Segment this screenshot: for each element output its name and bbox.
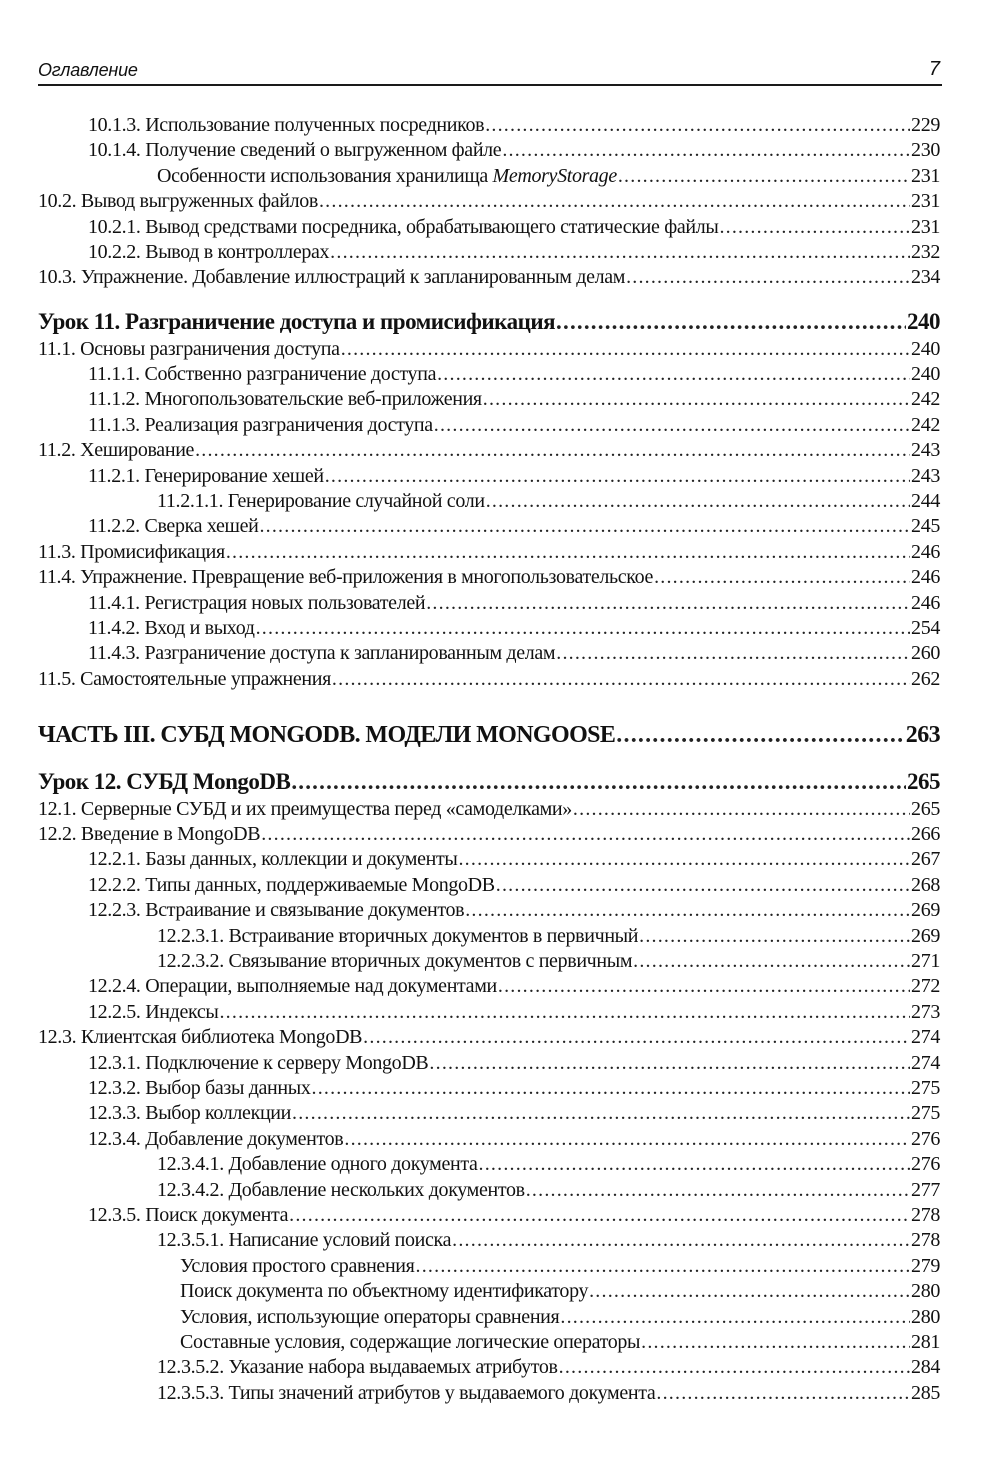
toc-entry-title: 10.1.4. Получение сведений о выгруженном файле xyxy=(88,139,502,162)
toc-entry xyxy=(157,1381,940,1405)
toc-entry-title-italic: MemoryStorage xyxy=(492,164,617,187)
toc-entry-page: 262 xyxy=(911,667,940,690)
toc-entry-page: 275 xyxy=(911,1076,940,1099)
toc-entry-page: 245 xyxy=(911,515,940,538)
dot-leader xyxy=(219,1000,910,1024)
toc-entry xyxy=(180,1279,940,1303)
toc-entry-title: 11.4.2. Вход и выход xyxy=(88,616,255,639)
toc-entry-title: 11.1.3. Реализация разграничения доступа xyxy=(88,413,433,436)
toc-entry-title: 11.5. Самостоятельные упражнения xyxy=(38,667,331,690)
toc-entry-page: 267 xyxy=(911,848,940,871)
toc-entry xyxy=(88,215,940,239)
toc-entry-page: 240 xyxy=(907,309,940,334)
dot-leader xyxy=(498,974,910,998)
dot-leader xyxy=(195,438,910,462)
toc-lesson-heading xyxy=(38,770,940,794)
dot-leader xyxy=(483,387,910,411)
dot-leader xyxy=(330,240,910,264)
toc-entry xyxy=(157,949,940,973)
dot-leader xyxy=(312,1076,911,1100)
toc-entry xyxy=(88,898,940,922)
toc-entry-title: 11.4.3. Разграничение доступа к запланированным делам xyxy=(88,642,556,665)
dot-leader xyxy=(292,1101,910,1125)
toc-entry-page: 285 xyxy=(911,1381,940,1404)
dot-leader xyxy=(479,1152,911,1176)
toc-entry-title: Особенности использования хранилища MemoryStorage xyxy=(157,164,617,187)
dot-leader xyxy=(573,797,910,821)
toc-entry xyxy=(88,514,940,538)
toc-entry-title: 11.2.1.1. Генерирование случайной соли xyxy=(157,489,485,512)
dot-leader xyxy=(363,1025,910,1049)
toc-entry xyxy=(88,1203,940,1227)
toc-entry-title: 11.2. Хеширование xyxy=(38,439,195,462)
toc-entry xyxy=(88,1101,940,1125)
toc-entry-page: 240 xyxy=(911,362,940,385)
toc-entry-title: 12.2.2. Типы данных, поддерживаемые MongoDB xyxy=(88,873,495,896)
running-header xyxy=(38,58,942,86)
toc-entry-page: 234 xyxy=(911,266,940,289)
toc-entry-title: 11.2.2. Сверка хешей xyxy=(88,515,259,538)
toc-entry xyxy=(38,189,940,213)
toc-entry-title: 11.2.1. Генерирование хешей xyxy=(88,464,324,487)
toc-entry-title: 12.1. Серверные СУБД и их преимущества перед «самоделками» xyxy=(38,797,572,820)
toc-entry xyxy=(88,138,940,162)
toc-entry-page: 232 xyxy=(911,241,940,263)
dot-leader xyxy=(654,565,910,589)
toc-entry-page: 246 xyxy=(911,566,940,589)
toc-entry xyxy=(157,1355,940,1379)
dot-leader xyxy=(559,1355,910,1379)
dot-leader xyxy=(626,265,910,289)
toc-entry xyxy=(88,873,940,897)
toc-entry-title: Условия, использующие операторы сравнения xyxy=(180,1305,560,1328)
dot-leader xyxy=(616,723,905,747)
toc-entry-title: 11.1.1. Собственно разграничение доступа xyxy=(88,362,437,385)
toc-entry xyxy=(88,1076,940,1100)
dot-leader xyxy=(618,164,910,188)
toc-entry-page: 230 xyxy=(911,139,940,162)
toc-entry xyxy=(157,164,940,188)
toc-entry-title: 12.2.3.2. Связывание вторичных документов с первичным xyxy=(157,949,633,972)
toc-entry xyxy=(38,438,940,462)
dot-leader xyxy=(639,924,910,948)
dot-leader xyxy=(656,1381,910,1405)
toc-part-heading xyxy=(38,723,940,747)
toc-entry xyxy=(38,337,940,361)
toc-entry-page: 266 xyxy=(911,822,940,845)
dot-leader xyxy=(560,1305,910,1329)
toc-entry-page: 271 xyxy=(911,949,940,972)
toc-entry-page: 242 xyxy=(911,388,940,411)
toc-entry xyxy=(157,1178,940,1202)
toc-entry xyxy=(88,591,940,615)
dot-leader xyxy=(496,873,910,897)
toc-entry xyxy=(38,822,940,846)
dot-leader xyxy=(434,413,910,437)
toc-entry-title: Поиск документа по объектному идентификатору xyxy=(180,1280,589,1303)
toc-entry xyxy=(38,540,940,564)
toc-entry xyxy=(88,1000,940,1024)
toc-entry xyxy=(157,1152,940,1176)
toc-entry-page: 254 xyxy=(911,616,940,639)
toc-entry-page: 243 xyxy=(911,439,940,462)
dot-leader xyxy=(429,1051,910,1075)
page-number: 7 xyxy=(928,58,940,80)
toc-entry-page: 240 xyxy=(911,337,940,360)
toc-entry-title: 12.3.4.1. Добавление одного документа xyxy=(157,1153,478,1176)
toc-entry xyxy=(88,974,940,998)
toc-entry xyxy=(180,1305,940,1329)
toc-entry-page: 277 xyxy=(911,1178,940,1201)
toc-entry-page: 272 xyxy=(911,975,940,998)
dot-leader xyxy=(719,215,910,239)
toc-entry-page: 231 xyxy=(911,164,940,187)
toc-entry-title: Урок 11. Разграничение доступа и промисификация xyxy=(38,309,556,334)
dot-leader xyxy=(291,770,906,794)
toc-entry-page: 260 xyxy=(911,642,940,665)
toc-entry-page: 279 xyxy=(911,1254,940,1277)
toc-entry-title: 11.3. Промисификация xyxy=(38,540,225,563)
toc-entry-title: 11.1. Основы разграничения доступа xyxy=(38,337,340,360)
toc-entry xyxy=(157,489,940,513)
toc-entry-page: 242 xyxy=(911,413,940,436)
dot-leader xyxy=(458,847,910,871)
toc-entry-page: 280 xyxy=(911,1280,940,1303)
toc-entry xyxy=(88,113,940,137)
toc-entry xyxy=(157,924,940,948)
dot-leader xyxy=(289,1203,910,1227)
toc-entry-title: 12.2.5. Индексы xyxy=(88,1000,219,1023)
dot-leader xyxy=(437,362,910,386)
dot-leader xyxy=(589,1279,910,1303)
toc-entry-title: 10.1.3. Использование полученных посредников xyxy=(88,114,485,136)
toc-entry xyxy=(88,847,940,871)
toc-entry-page: 276 xyxy=(911,1127,940,1150)
toc-entry-page: 246 xyxy=(911,540,940,563)
dot-leader xyxy=(341,337,910,361)
toc-entry-title: 12.3.4.2. Добавление нескольких документов xyxy=(157,1178,525,1201)
toc-entry xyxy=(38,797,940,821)
toc-entry-title: 10.3. Упражнение. Добавление иллюстраций к запланированным делам xyxy=(38,266,626,289)
toc-entry-page: 274 xyxy=(911,1051,940,1074)
toc-entry-title: 12.3.5.1. Написание условий поиска xyxy=(157,1229,452,1252)
dot-leader xyxy=(485,113,910,137)
dot-leader xyxy=(641,1330,910,1354)
toc-entry-page: 231 xyxy=(911,190,940,213)
dot-leader xyxy=(465,898,910,922)
toc-entry-title: ЧАСТЬ III. СУБД MONGODB. МОДЕЛИ MONGOOSE xyxy=(38,722,616,748)
toc-entry-page: 265 xyxy=(907,769,940,794)
toc-entry-page: 243 xyxy=(911,464,940,487)
toc-entry xyxy=(157,1228,940,1252)
toc-entry-title: 11.4.1. Регистрация новых пользователей xyxy=(88,591,426,614)
toc-entry-page: 268 xyxy=(911,873,940,896)
toc-entry xyxy=(88,1127,940,1151)
dot-leader xyxy=(344,1127,910,1151)
dot-leader xyxy=(633,949,910,973)
dot-leader xyxy=(226,540,910,564)
toc-entry-page: 281 xyxy=(911,1330,940,1353)
toc-entry-title: 12.3.4. Добавление документов xyxy=(88,1127,344,1150)
toc-entry xyxy=(88,464,940,488)
toc-entry-title: 12.2.1. Базы данных, коллекции и документы xyxy=(88,848,458,871)
toc-entry xyxy=(180,1330,940,1354)
toc-entry-title: 12.2.3. Встраивание и связывание документов xyxy=(88,899,465,922)
dot-leader xyxy=(556,310,906,334)
toc-entry-page: 231 xyxy=(911,215,940,238)
toc-entry-page: 276 xyxy=(911,1153,940,1176)
toc-entry-title: 12.3.3. Выбор коллекции xyxy=(88,1102,292,1125)
toc-entry-title: 12.3.2. Выбор базы данных xyxy=(88,1076,311,1099)
toc-entry-page: 280 xyxy=(911,1305,940,1328)
toc-entry-title: 12.3.5.2. Указание набора выдаваемых атрибутов xyxy=(157,1356,558,1379)
toc-entry-title: 12.2. Введение в MongoDB xyxy=(38,822,261,845)
dot-leader xyxy=(332,667,910,691)
toc-entry-title: Условия простого сравнения xyxy=(180,1254,415,1277)
running-header-title: Оглавление xyxy=(38,60,138,80)
dot-leader xyxy=(452,1228,910,1252)
toc-entry-page: 278 xyxy=(911,1203,940,1226)
toc-entry xyxy=(180,1254,940,1278)
toc-entry xyxy=(88,641,940,665)
toc-entry xyxy=(38,667,940,691)
toc-entry xyxy=(38,1025,940,1049)
toc-entry xyxy=(88,616,940,640)
toc-entry xyxy=(88,240,940,264)
toc-entry-title: Урок 12. СУБД MongoDB xyxy=(38,769,291,794)
toc-entry-title: 11.4. Упражнение. Превращение веб-приложения в многопользовательское xyxy=(38,566,654,589)
dot-leader xyxy=(556,641,910,665)
toc-entry-title: 10.2.2. Вывод в контроллерах xyxy=(88,241,330,263)
dot-leader xyxy=(526,1178,910,1202)
toc-entry xyxy=(88,413,940,437)
dot-leader xyxy=(319,189,910,213)
toc-entry-title: 10.2.1. Вывод средствами посредника, обрабатывающего статические файлы xyxy=(88,215,719,238)
toc-entry-title: 12.3.5.3. Типы значений атрибутов у выдаваемого документа xyxy=(157,1381,656,1404)
toc-entry-page: 269 xyxy=(911,924,940,947)
toc-entry-page: 246 xyxy=(911,591,940,614)
toc-entry-title: 12.3.1. Подключение к серверу MongoDB xyxy=(88,1051,429,1074)
toc-entry-title: 12.3. Клиентская библиотека MongoDB xyxy=(38,1026,363,1049)
toc-entry-page: 265 xyxy=(911,797,940,820)
dot-leader xyxy=(502,138,910,162)
toc-entry-title: 11.1.2. Многопользовательские веб-приложения xyxy=(88,388,482,411)
toc-entry-title: 12.3.5. Поиск документа xyxy=(88,1203,289,1226)
toc-entry-page: 273 xyxy=(911,1000,940,1023)
toc-entry-page: 284 xyxy=(911,1356,940,1379)
toc-entry-title: 12.2.4. Операции, выполняемые над документами xyxy=(88,975,497,998)
toc-entry xyxy=(88,1051,940,1075)
toc-entry-title: 12.2.3.1. Встраивание вторичных документов в первичный xyxy=(157,924,639,947)
toc-entry-page: 229 xyxy=(911,114,940,136)
dot-leader xyxy=(256,616,910,640)
toc-entry-page: 274 xyxy=(911,1026,940,1049)
dot-leader xyxy=(416,1254,911,1278)
toc-entry-page: 269 xyxy=(911,899,940,922)
dot-leader xyxy=(261,822,910,846)
toc-entry-title: 10.2. Вывод выгруженных файлов xyxy=(38,190,318,213)
toc-entry-page: 275 xyxy=(911,1102,940,1125)
toc-entry xyxy=(38,565,940,589)
toc-entry-page: 263 xyxy=(905,722,940,748)
dot-leader xyxy=(259,514,910,538)
toc-entry-title: Составные условия, содержащие логические операторы xyxy=(180,1330,641,1353)
toc-entry xyxy=(88,362,940,386)
toc-entry xyxy=(88,387,940,411)
toc-entry-page: 278 xyxy=(911,1229,940,1252)
dot-leader xyxy=(486,489,910,513)
toc-lesson-heading xyxy=(38,310,940,334)
toc-entry xyxy=(38,265,940,289)
dot-leader xyxy=(426,591,910,615)
dot-leader xyxy=(325,464,910,488)
toc-entry-page: 244 xyxy=(911,489,940,512)
